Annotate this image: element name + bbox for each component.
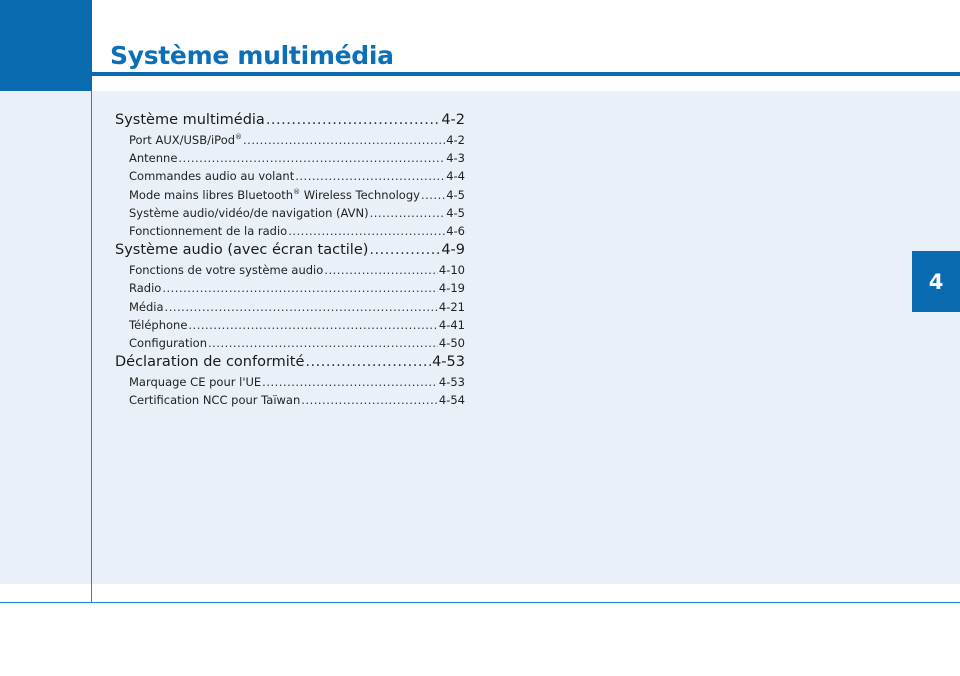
toc-item-row[interactable] bbox=[115, 149, 465, 167]
toc-section-row[interactable] bbox=[115, 352, 465, 373]
toc-item-text: Système audio/vidéo/de navigation (AVN) bbox=[129, 205, 369, 220]
toc-leader-dots bbox=[421, 186, 445, 204]
toc-section-label: Système multimédia bbox=[115, 112, 265, 128]
toc-leader-dots bbox=[370, 204, 446, 222]
toc-item-page: 4-21 bbox=[438, 299, 465, 314]
toc-item-label bbox=[129, 186, 420, 204]
toc-item-row[interactable] bbox=[115, 391, 465, 409]
toc-item-page: 4-54 bbox=[438, 393, 465, 408]
toc-item-page: 4-2 bbox=[446, 133, 465, 147]
toc-item-label bbox=[129, 373, 261, 391]
toc-item-label bbox=[129, 222, 287, 240]
toc-leader-dots bbox=[305, 352, 431, 373]
toc-item-label bbox=[129, 261, 323, 279]
toc-item-row[interactable] bbox=[115, 222, 465, 240]
toc-section-row[interactable] bbox=[115, 240, 465, 261]
toc-item-text: Mode mains libres Bluetooth bbox=[129, 187, 294, 202]
table-of-contents bbox=[115, 110, 465, 409]
toc-item-label bbox=[129, 298, 164, 316]
toc-leader-dots bbox=[162, 279, 438, 297]
toc-item-text: Radio bbox=[129, 281, 162, 296]
toc-leader-dots bbox=[243, 131, 445, 149]
chapter-tab[interactable]: 4 bbox=[912, 251, 960, 312]
toc-item-text: Fonctions de votre système audio bbox=[129, 263, 324, 278]
registered-mark: ® bbox=[235, 133, 243, 142]
toc-item-text: Commandes audio au volant bbox=[129, 169, 295, 184]
corner-color-block bbox=[0, 0, 92, 91]
toc-section-row[interactable] bbox=[115, 110, 465, 131]
toc-section-page: 4-2 bbox=[441, 112, 465, 128]
page-title: Système multimédia bbox=[110, 41, 394, 70]
toc-item-page: 4-19 bbox=[438, 281, 465, 296]
toc-leader-dots bbox=[188, 316, 437, 334]
toc-item-row[interactable] bbox=[115, 279, 465, 297]
toc-item-page: 4-6 bbox=[446, 223, 465, 238]
toc-leader-dots bbox=[266, 110, 440, 131]
toc-leader-dots bbox=[369, 240, 440, 261]
toc-leader-dots bbox=[295, 167, 445, 185]
toc-item-text: Antenne bbox=[129, 151, 178, 166]
toc-item-text: Fonctionnement de la radio bbox=[129, 223, 288, 238]
toc-item-label bbox=[129, 279, 161, 297]
toc-item-page: 4-5 bbox=[446, 205, 465, 220]
toc-item-text: Média bbox=[129, 299, 164, 314]
toc-item-row[interactable] bbox=[115, 334, 465, 352]
footer-rule bbox=[0, 602, 960, 603]
toc-item-page: 4-3 bbox=[446, 151, 465, 166]
toc-leader-dots bbox=[301, 391, 438, 409]
toc-item-page: 4-4 bbox=[446, 169, 465, 184]
toc-item-label bbox=[129, 167, 294, 185]
toc-item-page: 4-41 bbox=[438, 317, 465, 332]
toc-leader-dots bbox=[324, 261, 438, 279]
toc-item-row[interactable] bbox=[115, 131, 465, 149]
toc-item-row[interactable] bbox=[115, 167, 465, 185]
header-rule bbox=[92, 72, 960, 76]
toc-item-page: 4-5 bbox=[446, 187, 465, 202]
toc-item-label bbox=[129, 204, 369, 222]
toc-item-row[interactable] bbox=[115, 261, 465, 279]
toc-item-row[interactable] bbox=[115, 316, 465, 334]
toc-leader-dots bbox=[208, 334, 438, 352]
toc-item-page: 4-10 bbox=[438, 263, 465, 278]
toc-item-page: 4-53 bbox=[438, 375, 465, 390]
toc-item-text: Configuration bbox=[129, 335, 207, 350]
toc-item-page: 4-50 bbox=[438, 335, 465, 350]
toc-leader-dots bbox=[288, 222, 445, 240]
toc-item-text: Certification NCC pour Taïwan bbox=[129, 393, 301, 408]
toc-section-label: Déclaration de conformité bbox=[115, 354, 305, 371]
toc-item-row[interactable] bbox=[115, 204, 465, 222]
toc-section-page: 4-9 bbox=[441, 242, 465, 259]
toc-item-label bbox=[129, 131, 242, 149]
toc-item-row[interactable] bbox=[115, 373, 465, 391]
toc-item-label bbox=[129, 149, 177, 167]
toc-item-label bbox=[129, 316, 187, 334]
toc-item-row[interactable] bbox=[115, 298, 465, 316]
toc-item-row[interactable] bbox=[115, 186, 465, 204]
margin-rule bbox=[91, 91, 92, 603]
toc-section-label: Système audio (avec écran tactile) bbox=[115, 242, 369, 259]
toc-item-text: Téléphone bbox=[129, 317, 188, 332]
toc-leader-dots bbox=[262, 373, 438, 391]
toc-item-text-suffix: Wireless Technology bbox=[300, 187, 420, 202]
toc-item-text: Port AUX/USB/iPod bbox=[129, 133, 236, 147]
toc-leader-dots bbox=[165, 298, 438, 316]
toc-leader-dots bbox=[178, 149, 445, 167]
registered-mark: ® bbox=[293, 187, 301, 196]
toc-item-text: Marquage CE pour l'UE bbox=[129, 375, 262, 390]
toc-item-label bbox=[129, 334, 207, 352]
toc-item-label bbox=[129, 391, 300, 409]
toc-section-page: 4-53 bbox=[432, 354, 465, 371]
